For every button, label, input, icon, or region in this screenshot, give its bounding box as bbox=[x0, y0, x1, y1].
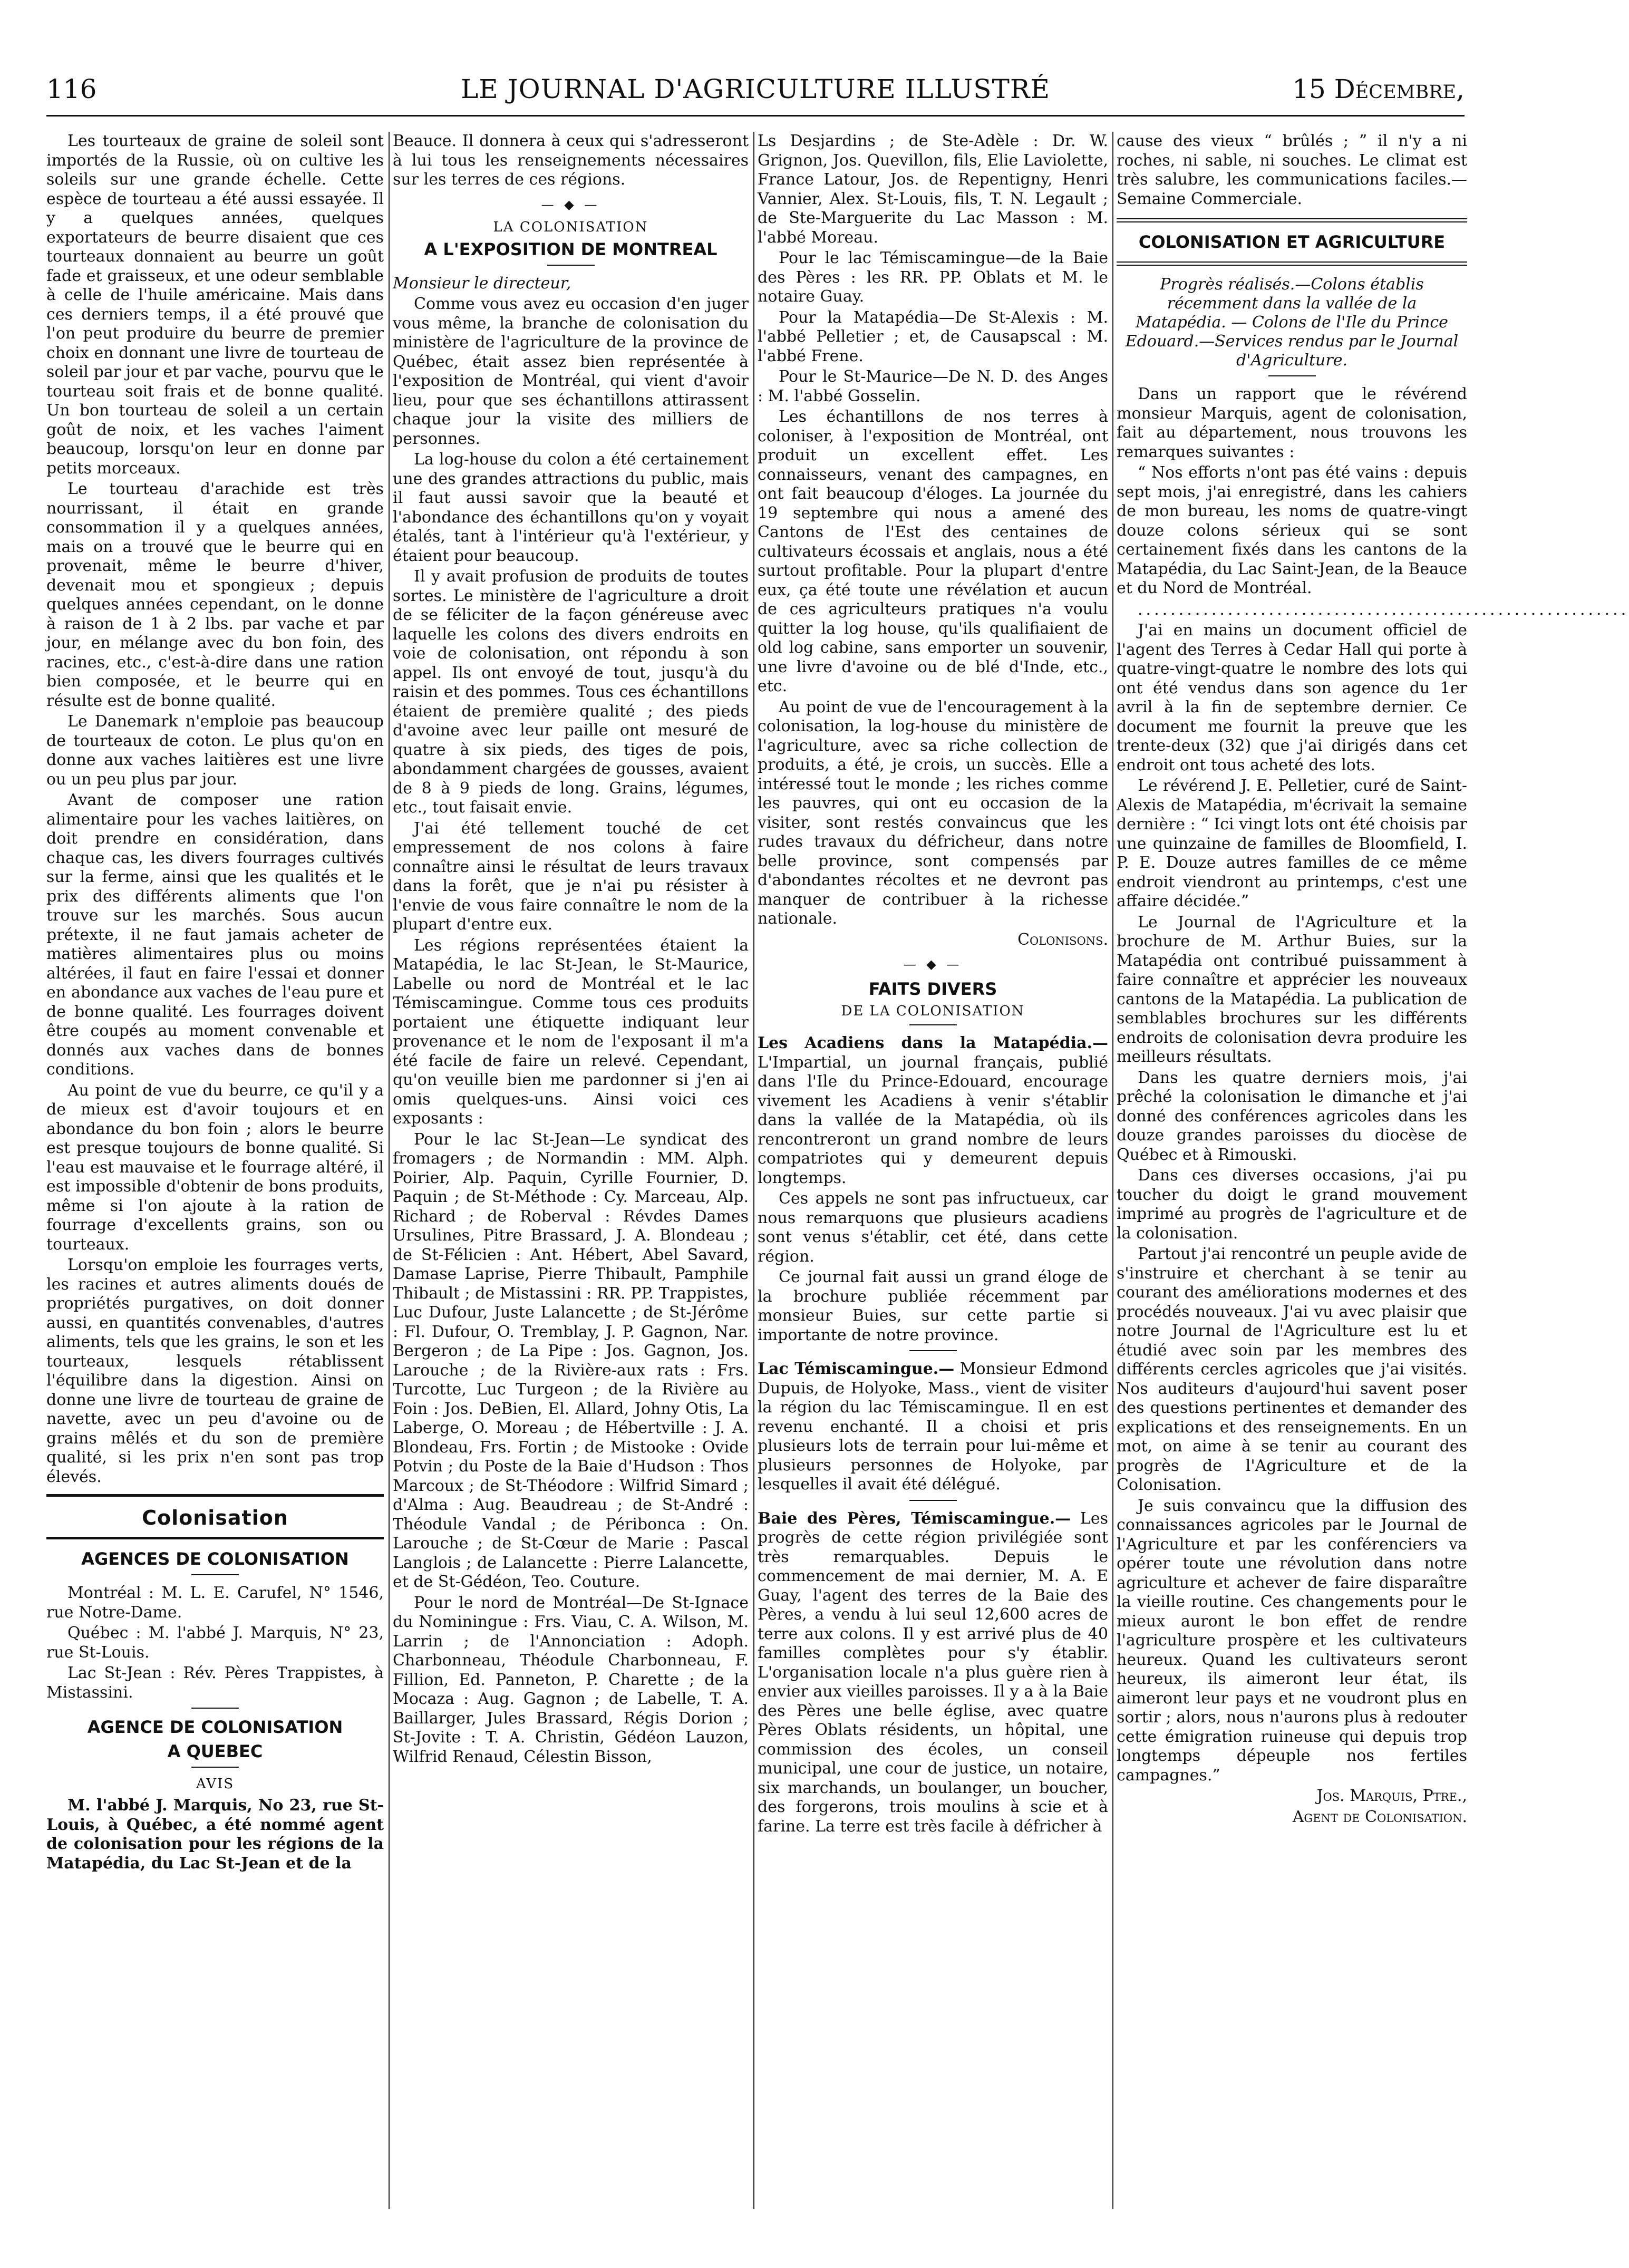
paragraph: Pour le lac Témiscamingue—de la Baie des Pères : les RR. PP. Oblats et M. le notaire Guay. bbox=[758, 249, 1108, 306]
agences-heading: AGENCES DE COLONISATION bbox=[81, 1549, 349, 1569]
agence-quebec-heading-1: AGENCE DE COLONISATION bbox=[87, 1717, 343, 1737]
paragraph: Au point de vue de l'encouragement à la colonisation, la log-house du ministère de l'agriculture, avec sa riche collection de produits, a été, je crois, un succès. Elle a intéressé tout le monde ; les riches comme les pauvres, qui ont eu occasion de la visiter, sont restés convaincus que les rudes travaux du défricheur, dans notre belle province, sont compensés par d'abondantes récoltes et ne devront pas manquer de contribuer à la richesse nationale. bbox=[758, 697, 1108, 928]
paragraph: J'ai été tellement touché de cet empressement de nos colons à faire connaître ainsi le résultat de leurs travaux dans la forêt, que je n'ai pu résister à l'envie de vous faire connaître le nom de la plupart d'entre eux. bbox=[393, 819, 749, 934]
column-3 bbox=[758, 132, 1108, 2219]
paragraph: Lorsqu'on emploie les fourrages verts, les racines et autres aliments doués de propriétés purgatives, on doit donner aussi, en quantités convenables, d'autres aliments, tels que les grains, le son et les tourteaux, lesquels rétablissent l'équilibre dans la digestion. Ainsi on donne une livre de tourteau de graine de navette, avec un peu d'avoine ou de grains mêlés et du son de première qualité, si les prix n'en sont pas trop élevés. bbox=[46, 1256, 384, 1486]
short-rule bbox=[191, 1574, 239, 1575]
paragraph: Partout j'ai rencontré un peuple avide de s'instruire et cherchant à se tenir au courant des améliorations modernes et des procédés nouveaux. J'ai vu avec plaisir que notre Journal de l'Agriculture est lu et étudié avec soin par les membres des différents cercles agricoles que j'ai visités. Nos auditeurs d'aujourd'hui savent poser des questions pertinentes et demander des explications et des renseignements. En un mot, on aime à se tenir au courant des progrès de l'Agriculture et de la Colonisation. bbox=[1117, 1245, 1467, 1494]
article-title: A L'EXPOSITION DE MONTREAL bbox=[424, 239, 717, 259]
paragraph: Ls Desjardins ; de Ste-Adèle : Dr. W. Grignon, Jos. Quevillon, fils, Elie Laviolette, France Latour, Jos. de Repentigny, Henri Vannier, Alex. St-Louis, fils, T. N. Legault ; de Ste-Marguerite du Lac Masson : M. l'abbé Moreau. bbox=[758, 132, 1108, 247]
short-rule bbox=[191, 1708, 239, 1709]
short-rule bbox=[909, 1500, 957, 1501]
issue-date: 15 Décembre, bbox=[1292, 74, 1465, 104]
agence-entry: Montréal : M. L. E. Carufel, N° 1546, rue Notre-Dame. bbox=[46, 1584, 384, 1622]
short-rule bbox=[547, 265, 595, 266]
signature: Colonisons. bbox=[1017, 930, 1108, 949]
short-rule bbox=[909, 1350, 957, 1351]
paragraph: Le Journal de l'Agriculture et la brochure de M. Arthur Buies, sur la Matapédia ont contribué puissamment à faire connaître et apprécier les nouveaux cantons de la Matapédia. La publication de semblables brochures sur les différents endroits de colonisation devra produire les meilleurs résultats. bbox=[1117, 913, 1467, 1066]
paragraph: Pour le St-Maurice—De N. D. des Anges : M. l'abbé Gosselin. bbox=[758, 367, 1108, 405]
item-text: Les progrès de cette région privilégiée sont très remarquables. Depuis le commencement de mai dernier, M. A. E Guay, l'agent des terres de la Baie des Pères, a vendu à lui seul 12,600 acres de terre aux colons. Il y est arrivé plus de 40 familles complètes pour s'y établir. L'organisation locale n'a plus guère rien à envier aux vieilles paroisses. Il y a à la Baie des Pères une belle église, avec quatre Pères Oblats résidents, un hôpital, une commission des écoles, un conseil municipal, une cour de justice, un notaire, six marchands, un boulanger, un boucher, des forgerons, trois moulins à scie et à farine. La terre est très facile à défricher à bbox=[758, 1509, 1108, 1836]
item-heading: Lac Témiscamingue.— bbox=[758, 1360, 955, 1378]
paragraph: Avant de composer une ration alimentaire pour les vaches laitières, on doit prendre en considération, dans chaque cas, les divers fourrages cultivés sur la ferme, ainsi que les qualités et le prix des différents aliments que l'on trouve sur les marchés. Sous aucun prétexte, il ne faut jamais acheter de matières alimentaires plus ou moins altérées, il faut en faire l'essai et donner en abondance aux vaches de l'eau pure et de bonne qualité. Les fourrages doivent être coupés au moment convenable et donnés aux vaches dans de bonnes conditions. bbox=[46, 791, 384, 1079]
paragraph: Pour le nord de Montréal—De St-Ignace du Nominingue : Frs. Viau, C. A. Wilson, M. Larrin ; de l'Annonciation : Adoph. Charbonneau, Théodule Charbonneau, F. Fillion, Ed. Panneton, P. Charette ; de la Mocaza : Aug. Gagnon ; de Labelle, T. A. Baillarger, Jules Brassard, Régis Dorion ; St-Jovite : T. A. Christin, Gédéon Lauzon, Wilfrid Renaud, Célestin Bisson, bbox=[393, 1593, 749, 1766]
paragraph: Dans ces diverses occasions, j'ai pu toucher du doigt le grand mouvement imprimé au progrès de l'agriculture et de la colonisation. bbox=[1117, 1166, 1467, 1243]
paragraph: Pour le lac St-Jean—Le syndicat des fromagers ; de Normandin : MM. Alph. Poirier, Alp. Paquin, Cyrille Fournier, D. Paquin ; de St-Méthode : Cy. Marceau, Alp. Richard ; de Roberval : Révdes Dames Ursulines, Pitre Brassard, J. A. Blondeau ; de St-Félicien : Ant. Hébert, Abel Savard, Damase Laprise, Pierre Thibault, Pamphile Thibault ; de Mistassini : RR. PP. Trappistes, Luc Dufour, Juste Lalancette ; de St-Jérôme : Fl. Dufour, O. Tremblay, J. P. Gagnon, Nar. Bergeron ; de La Pipe : Jos. Gagnon, Jos. Larouche ; de la Rivière-aux rats : Frs. Turcotte, Luc Turgeon ; de la Rivière au Foin : Jos. DeBien, El. Allard, Johny Otis, La Laberge, O. Moreau ; de Hébertville : J. A. Blondeau, Frs. Fortin ; de Mistooke : Ovide Potvin ; du Poste de la Baie d'Hudson : Thos Marcoux ; de St-Théodore : Wilfrid Simard ; d'Alma : Aug. Beaudreau ; de St-André : Théodule Vandal ; de Péribonca : On. Larouche ; de St-Cœur de Marie : Pascal Langlois ; de Lalancette : Pierre Lalancette, et de St-Gédéon, Teo. Couture. bbox=[393, 1130, 749, 1591]
paragraph: Les régions représentées étaient la Matapédia, le lac St-Jean, le St-Maurice, Labelle ou nord de Montréal et le lac Témiscamingue. Comme tous ces produits portaient une étiquette indiquant leur provenance et le nom de l'exposant il m'a été facile de faire un relevé. Cependant, qu'on veuille bien me pardonner si j'en ai omis quelques-uns. Ainsi voici ces exposants : bbox=[393, 936, 749, 1128]
ornament-divider: — ◆ — bbox=[903, 957, 963, 972]
column-2 bbox=[393, 132, 749, 2219]
double-rule bbox=[1117, 218, 1467, 222]
paragraph: J'ai en mains un document officiel de l'agent des Terres à Cedar Hall qui porte à quatre-vingt-quatre le nombre des lots qui ont été vendus dans son agence du 1er avril à la fin de septembre dernier. Ce document me fournit la preuve que les trente-deux (32) que j'ai dirigés dans cet endroit ont tous acheté des lots. bbox=[1117, 621, 1467, 774]
article-title: COLONISATION ET AGRICULTURE bbox=[1138, 232, 1446, 252]
page-number: 116 bbox=[46, 74, 97, 104]
paragraph: Il y avait profusion de produits de toutes sortes. Le ministère de l'agriculture a droit de se féliciter de la façon généreuse avec laquelle les colons des divers endroits en voie de colonisation, ont répondu à son appel. Ils ont envoyé de tout, jusqu'à du raisin et des pommes. Tous ces échantillons étaient de première qualité ; des pieds d'avoine avec leur paille ont mesuré de quatre à six pieds, des tiges de pois, abondamment chargées de gousses, avaient de 8 à 9 pieds de long. Grains, légumes, etc., tout faisait envie. bbox=[393, 567, 749, 817]
paragraph: Les échantillons de nos terres à coloniser, à l'exposition de Montréal, ont produit un excellent effet. Les connaisseurs, venant des campagnes, en ont fait beaucoup d'éloges. La journée du 19 septembre qui nous a amené des Cantons de l'Est des centaines de cultivateurs écossais et anglais, nous a été surtout profitable. Pour la plupart d'entre eux, ça été toute une révélation et aucun de ces agriculteurs pratiques n'a voulu quitter la log house, qu'ils qualifiaient de old log cabine, sans emporter un souvenir, une livre d'avoine ou de blé d'Inde, etc., etc. bbox=[758, 408, 1108, 695]
paragraph: cause des vieux “ brûlés ; ” il n'y a ni roches, ni sable, ni souches. Le climat est très salubre, les communications faciles.—Semaine Commerciale. bbox=[1117, 132, 1467, 208]
section-rule bbox=[46, 1494, 384, 1497]
column-1 bbox=[46, 132, 384, 2219]
paragraph: Ces appels ne sont pas infructueux, car nous remarquons que plusieurs acadiens sont venus s'établir, cet été, dans cette région. bbox=[758, 1189, 1108, 1266]
column-divider bbox=[753, 132, 754, 2209]
signature-title: Agent de Colonisation. bbox=[1292, 1807, 1467, 1826]
paragraph: Les tourteaux de graine de soleil sont importés de la Russie, où on cultive les soleils sur une grande échelle. Cette espèce de tourteau a été aussi essayée. Il y a quelques années, quelques exportateurs de beurre disaient que ces tourteaux donnaient au beurre un goût fade et graisseux, et une odeur semblable à celle de l'huile américaine. Mais dans ces derniers temps, il a été prouvé que l'on peut produire du beurre de premier choix en donnant une livre de tourteau de soleil par jour et par vache, pourvu que le tourteau soit frais et de bonne qualité. Un bon tourteau de soleil a un certain goût de noix, et les vaches l'aiment beaucoup, lorsqu'on leur en donne par petits morceaux. bbox=[46, 132, 384, 478]
signature-name: Jos. Marquis, Ptre., bbox=[1316, 1787, 1467, 1805]
column-divider bbox=[389, 132, 390, 2209]
avis-heading: AVIS bbox=[196, 1776, 235, 1792]
section-title: Colonisation bbox=[142, 1506, 288, 1529]
short-rule bbox=[191, 1767, 239, 1768]
article-summary: Progrès réalisés.—Colons établis récemment dans la vallée de la Matapédia. — Colons de l'Ile du Prince Edouard.—Services rendus par le Journal d'Agriculture. bbox=[1125, 275, 1459, 370]
short-rule bbox=[1268, 375, 1316, 376]
paragraph: Le Danemark n'emploie pas beaucoup de tourteaux de coton. Le plus qu'on en donne aux vaches laitières est une livre ou un peu plus par jour. bbox=[46, 712, 384, 789]
ellipsis-line: ............................................................ bbox=[1138, 600, 1629, 619]
short-rule bbox=[909, 1024, 957, 1025]
column-4 bbox=[1117, 132, 1629, 2219]
paragraph: Le tourteau d'arachide est très nourrissant, il était en grande consommation il y a quelques années, mais on a trouvé que le beurre qui en provenait, même le beurre d'hiver, devenait mou et spongieux ; depuis quelques années cependant, on le donne à raison de 1 à 2 lbs. par vache et par jour, en mélange avec du bon foin, des racines, etc., c'est-à-dire dans une ration bien composée, et le beurre qui en résulte est de bonne qualité. bbox=[46, 480, 384, 710]
paragraph: La log-house du colon a été certainement une des grandes attractions du public, mais il faut aussi savoir que la beauté et l'abondance des échantillons qu'on y voyait étalés, tant à l'intérieur qu'à l'extérieur, y étaient pour beaucoup. bbox=[393, 450, 749, 565]
paragraph: Comme vous avez eu occasion d'en juger vous même, la branche de colonisation du ministère de l'agriculture de la province de Québec, était assez bien représentée à l'exposition de Montréal, qui vient d'avoir lieu, pour que ses échantillons attirassent chaque jour la visite des milliers de personnes. bbox=[393, 295, 749, 448]
faits-divers-subtitle: DE LA COLONISATION bbox=[841, 1003, 1025, 1019]
double-rule bbox=[1117, 261, 1467, 266]
paragraph: Pour la Matapédia—De St-Alexis : M. l'abbé Pelletier ; et, de Causapscal : M. l'abbé Frene. bbox=[758, 308, 1108, 365]
paragraph: “ Nos efforts n'ont pas été vains : depuis sept mois, j'ai enregistré, dans les cahiers de mon bureau, les noms de quatre-vingt douze colons sérieux qui se sont certainement fixés dans les cantons de la Matapédia, du Lac Saint-Jean, de la Beauce et du Nord de Montréal. bbox=[1117, 463, 1467, 597]
salutation: Monsieur le directeur, bbox=[393, 274, 571, 293]
item-heading: Les Acadiens dans la Matapédia.— bbox=[758, 1034, 1108, 1052]
paragraph: Beauce. Il donnera à ceux qui s'adresseront à lui tous les renseignements nécessaires sur les terres de ces régions. bbox=[393, 132, 749, 189]
article-kicker: LA COLONISATION bbox=[493, 219, 648, 235]
page-header bbox=[46, 74, 1465, 111]
ornament-divider: — ◆ — bbox=[541, 197, 600, 212]
agence-entry: Québec : M. l'abbé J. Marquis, N° 23, rue St-Louis. bbox=[46, 1624, 384, 1662]
agence-entry: Lac St-Jean : Rév. Pères Trappistes, à Mistassini. bbox=[46, 1664, 384, 1702]
paragraph: Au point de vue du beurre, ce qu'il y a de mieux est d'avoir toujours et en abondance du bon foin ; alors le beurre est presque toujours de bonne qualité. Si l'eau est mauvaise et le fourrage altéré, il est impossible d'obtenir de bons produits, même si l'on ajoute à la ration de fourrage d'excellents grains, son ou tourteaux. bbox=[46, 1081, 384, 1254]
section-rule bbox=[46, 1537, 384, 1539]
paragraph: Dans un rapport que le révérend monsieur Marquis, agent de colonisation, fait au département, nous trouvons les remarques suivantes : bbox=[1117, 385, 1467, 461]
item-text: Monsieur Edmond Dupuis, de Holyoke, Mass., vient de visiter la région du lac Témiscamingue. Il en est revenu enchanté. Il a choisi et pris plusieurs lots de terrain pour lui-même et plusieurs personnes de Holyoke, par lesquelles il avait été délégué. bbox=[758, 1360, 1108, 1494]
item-text: L'Impartial, un journal français, publié dans l'Ile du Prince-Edouard, encourage vivement les Acadiens à venir s'établir dans la vallée de la Matapédia, où ils rencontreront un grand nombre de leurs compatriotes qui y demeurent depuis longtemps. bbox=[758, 1053, 1108, 1187]
paragraph: Je suis convaincu que la diffusion des connaissances agricoles par le Journal de l'Agriculture et par les conférenciers va opérer toute une révolution dans notre agriculture et achever de faire disparaître la vieille routine. Ces changements pour le mieux auront le bon effet de rendre l'agriculture prospère et les cultivateurs heureux. Quand les cultivateurs seront heureux, ils aimeront leur état, ils aimeront leur pays et ne voudront plus en sortir ; alors, nous n'aurons plus à redouter cette émigration ruineuse qui depuis trop longtemps dépeuple nos fertiles campagnes.” bbox=[1117, 1496, 1467, 1785]
column-divider bbox=[1112, 132, 1113, 2209]
agence-quebec-heading-2: A QUEBEC bbox=[167, 1741, 263, 1761]
item-heading: Baie des Pères, Témiscamingue.— bbox=[758, 1509, 1071, 1528]
journal-title: LE JOURNAL D'AGRICULTURE ILLUSTRÉ bbox=[460, 74, 1050, 104]
paragraph: Le révérend J. E. Pelletier, curé de Saint-Alexis de Matapédia, m'écrivait la semaine dernière : “ Ici vingt lots ont été choisis par une quinzaine de familles de Bloomfield, I. P. E. Douze autres familles de ce même endroit viendront au printemps, c'est une affaire décidée.” bbox=[1117, 777, 1467, 910]
header-rule bbox=[46, 115, 1465, 117]
avis-text: M. l'abbé J. Marquis, No 23, rue St-Louis, à Québec, a été nommé agent de colonisation pour les régions de la Matapédia, du Lac St-Jean et de la bbox=[46, 1796, 384, 1873]
paragraph: Ce journal fait aussi un grand éloge de la brochure publiée récemment par monsieur Buies, sur cette partie si importante de notre province. bbox=[758, 1268, 1108, 1344]
paragraph: Dans les quatre derniers mois, j'ai prêché la colonisation le dimanche et j'ai donné des conférences agricoles dans les douze grandes paroisses du diocèse de Québec et à Rimouski. bbox=[1117, 1068, 1467, 1164]
faits-divers-title: FAITS DIVERS bbox=[868, 979, 997, 999]
